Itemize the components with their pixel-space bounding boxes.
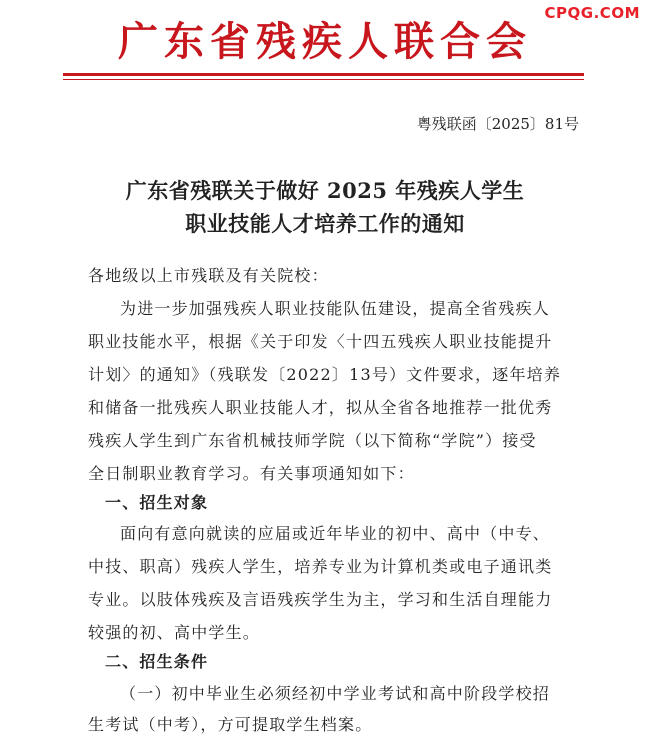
section-1-line: 面向有意向就读的应届或近年毕业的初中、高中（中专、 [120, 524, 551, 543]
intro-line: 全日制职业教育学习。有关事项通知如下： [88, 464, 415, 483]
document-title-line-2: 职业技能人才培养工作的通知 [185, 211, 465, 236]
intro-line: 和储备一批残疾人职业技能人才，拟从全省各地推荐一批优秀 [88, 398, 553, 417]
document-title-line-1: 广东省残联关于做好 2025 年残疾人学生 [125, 178, 525, 203]
document-number: 粤残联函〔2025〕81号 [416, 115, 579, 133]
section-1-heading: 一、招生对象 [105, 493, 209, 512]
intro-line: 计划〉的通知》（残联发〔2022〕13号）文件要求，逐年培养 [88, 365, 562, 384]
section-2-heading: 二、招生条件 [105, 652, 209, 671]
header-rule-thick [63, 73, 584, 76]
intro-line: 职业技能水平，根据《关于印发〈十四五残疾人职业技能提升 [88, 332, 553, 351]
intro-line: 残疾人学生到广东省机械技师学院（以下简称“学院”）接受 [88, 431, 537, 450]
organization-header: 广东省残疾人联合会 [118, 18, 532, 65]
section-1-line: 较强的初、高中学生。 [88, 623, 261, 642]
watermark: CPQG.COM [544, 4, 640, 22]
header-rule-thin [63, 79, 584, 80]
section-1-line: 专业。以肢体残疾及言语残疾学生为主，学习和生活自理能力 [88, 590, 553, 609]
section-2-line: 生考试（中考），方可提取学生档案。 [88, 715, 373, 734]
section-2-line: （一）初中毕业生必须经初中学业考试和高中阶段学校招 [120, 684, 551, 703]
section-1-line: 中技、职高）残疾人学生，培养专业为计算机类或电子通讯类 [88, 557, 553, 576]
salutation: 各地级以上市残联及有关院校： [88, 266, 329, 285]
intro-line: 为进一步加强残疾人职业技能队伍建设，提高全省残疾人 [120, 299, 551, 318]
